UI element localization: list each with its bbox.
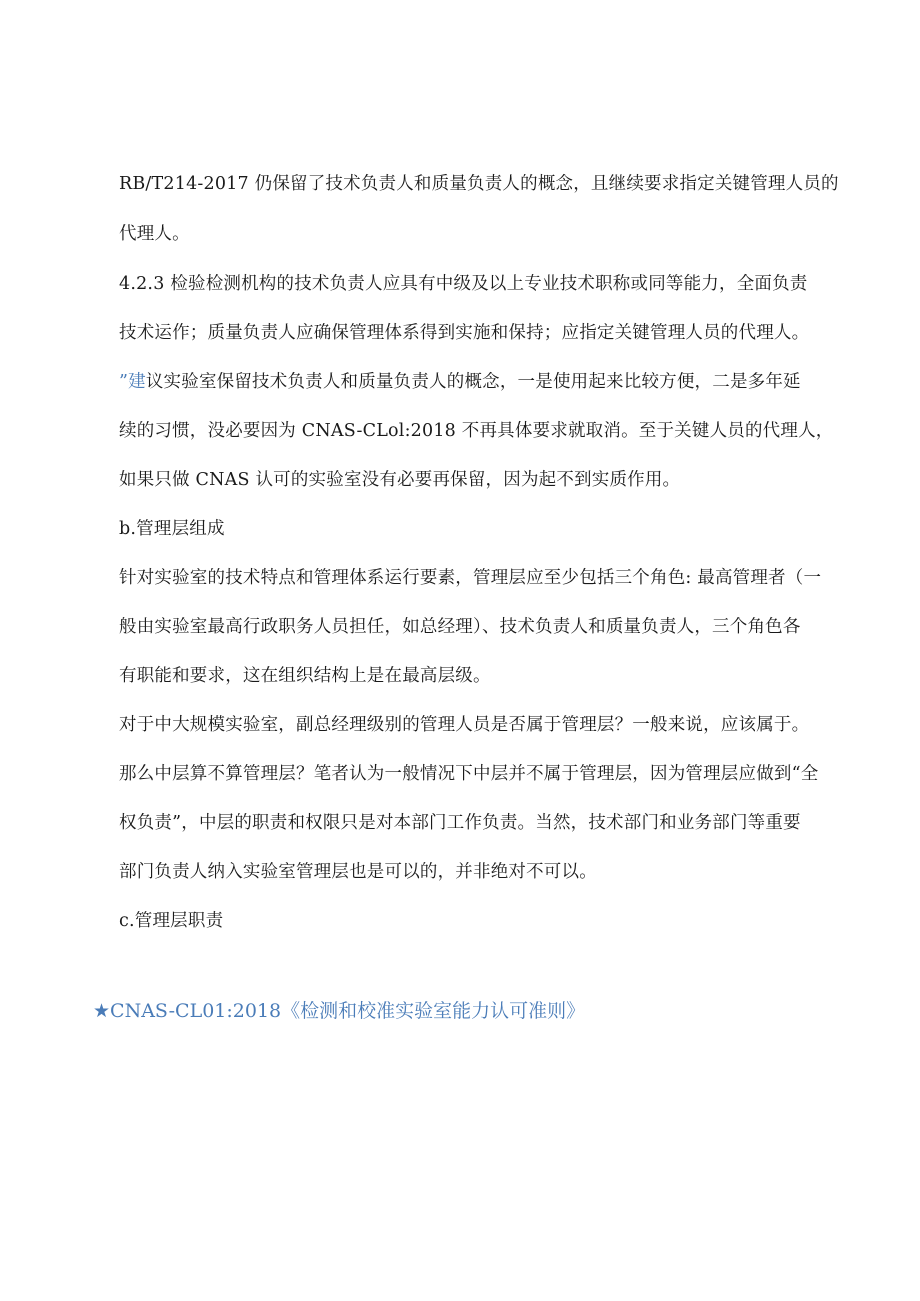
paragraph-line-4: 技术运作；质量负责人应确保管理体系得到实施和保持；应指定关键管理人员的代理人。 [119,323,810,343]
paragraph-line-2: 代理人。 [119,224,190,244]
paragraph-line-5 [119,370,839,394]
paragraph-line-13: 那么中层算不算管理层？笔者认为一般情况下中层并不属于管理层，因为管理层应做到“全 [119,764,819,784]
paragraph-line-9: 针对实验室的技术特点和管理体系运行要素，管理层应至少包括三个角色: 最高管理者（一 [119,568,822,588]
paragraph-line-15: 部门负责人纳入实验室管理层也是可以的，并非绝对不可以。 [119,862,597,882]
paragraph-line-14: 权负责”，中层的职责和权限只是对本部门工作负责。当然，技术部门和业务部门等重要 [119,813,801,833]
paragraph-line-12: 对于中大规模实验室，副总经理级别的管理人员是否属于管理层？一般来说，应该属于。 [119,715,810,735]
paragraph-line-6: 续的习惯，没必要因为 CNAS-CLol:2018 不再具体要求就取消。至于关键人员的代理人， [119,421,834,441]
paragraph-line-7: 如果只做 CNAS 认可的实验室没有必要再保留，因为起不到实质作用。 [119,470,681,490]
section-heading-c: c.管理层职责 [119,911,224,931]
paragraph-line-10: 般由实验室最高行政职务人员担任，如总经理）、技术负责人和质量负责人，三个角色各 [119,617,801,637]
paragraph-line-3: 4.2.3 检验检测机构的技术负责人应具有中级及以上专业技术职称或同等能力，全面负责 [119,274,808,294]
reference-title: ★CNAS-CL01:2018《检测和校准实验室能力认可准则》 [93,1000,586,1022]
paragraph-line-11: 有职能和要求，这在组织结构上是在最高层级。 [119,666,491,686]
paragraph-line-5-text: 议实验室保留技术负责人和质量负责人的概念，一是使用起来比较方便，二是多年延 [145,372,801,392]
paragraph-line-1: RB/T214-2017 仍保留了技术负责人和质量负责人的概念，且继续要求指定关键管理人员的 [119,174,839,194]
quote-prefix: ”建 [119,372,146,392]
section-heading-b: b.管理层组成 [119,519,225,539]
